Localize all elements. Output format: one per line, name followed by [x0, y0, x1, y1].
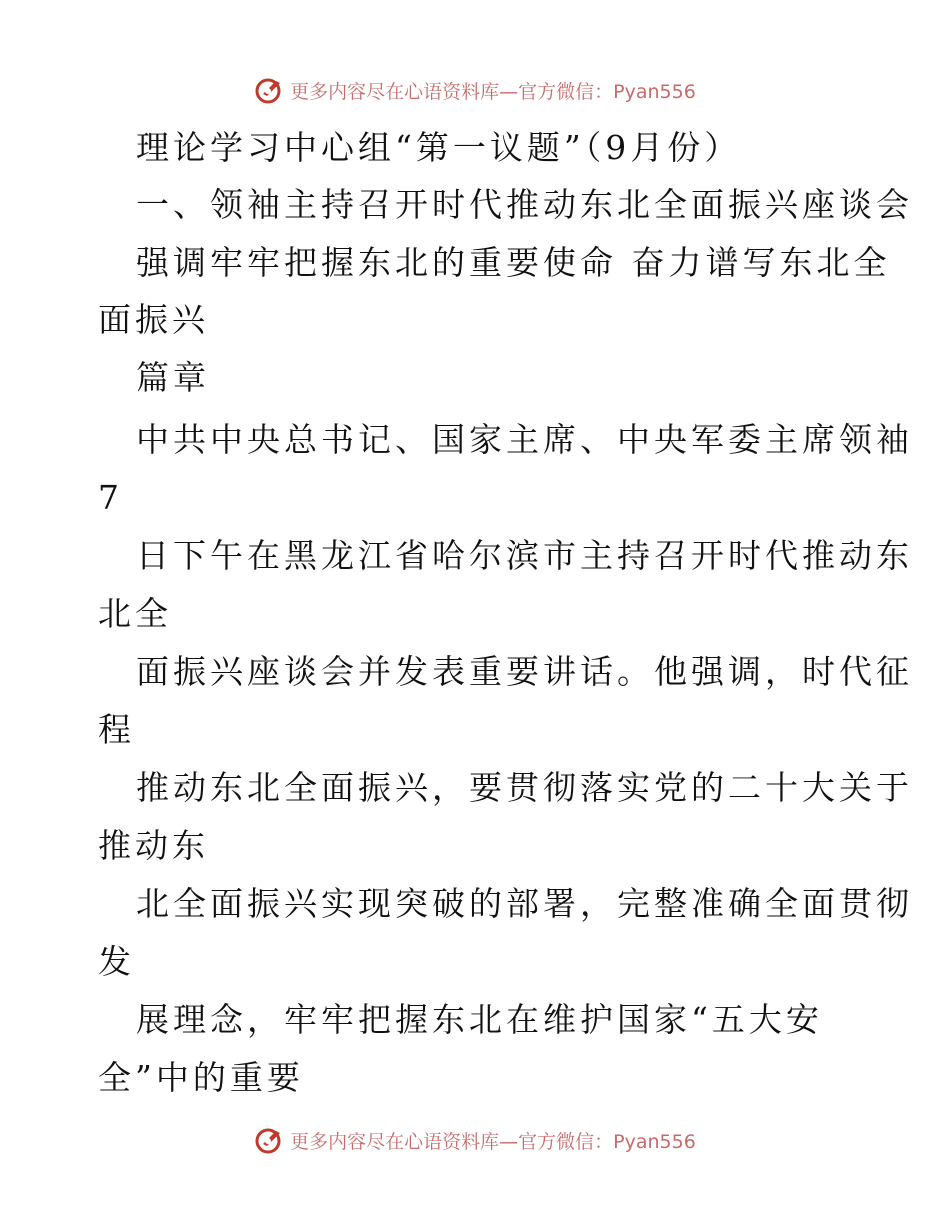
text-line: 日下午在黑龙江省哈尔滨市主持召开时代推动东 [136, 536, 913, 575]
footer-banner [0, 1120, 950, 1160]
text-line: 北全 [98, 594, 172, 633]
text-line: 推动东 [98, 826, 209, 865]
text-line: 程 [98, 710, 135, 749]
text-line: 发 [98, 942, 135, 981]
header-banner-text: 更多内容尽在心语资料库—官方微信：Pyan556 [290, 80, 696, 103]
brand-logo-icon [254, 1124, 286, 1156]
document-title: 理论学习中心组“第一议题”（9月份） [136, 128, 742, 167]
section-heading: 一、领袖主持召开时代推动东北全面振兴座谈会 [136, 185, 913, 224]
text-line: 北全面振兴实现突破的部署，完整准确全面贯彻 [136, 884, 913, 923]
text-line: 全”中的重要 [98, 1058, 304, 1097]
brand-logo-icon [254, 74, 286, 106]
footer-banner-text: 更多内容尽在心语资料库—官方微信：Pyan556 [290, 1130, 696, 1153]
text-line: 面振兴座谈会并发表重要讲话。他强调，时代征 [136, 652, 913, 691]
text-line: 篇章 [136, 358, 210, 397]
text-line: 7 [98, 478, 123, 517]
text-line: 展理念，牢牢把握东北在维护国家“五大安 [136, 1000, 823, 1039]
text-line: 面振兴 [98, 300, 209, 339]
text-line: 强调牢牢把握东北的重要使命 奋力谱写东北全 [136, 243, 891, 282]
text-line: 推动东北全面振兴，要贯彻落实党的二十大关于 [136, 768, 913, 807]
header-banner [0, 70, 950, 110]
text-line: 中共中央总书记、国家主席、中央军委主席领袖 [136, 420, 913, 459]
